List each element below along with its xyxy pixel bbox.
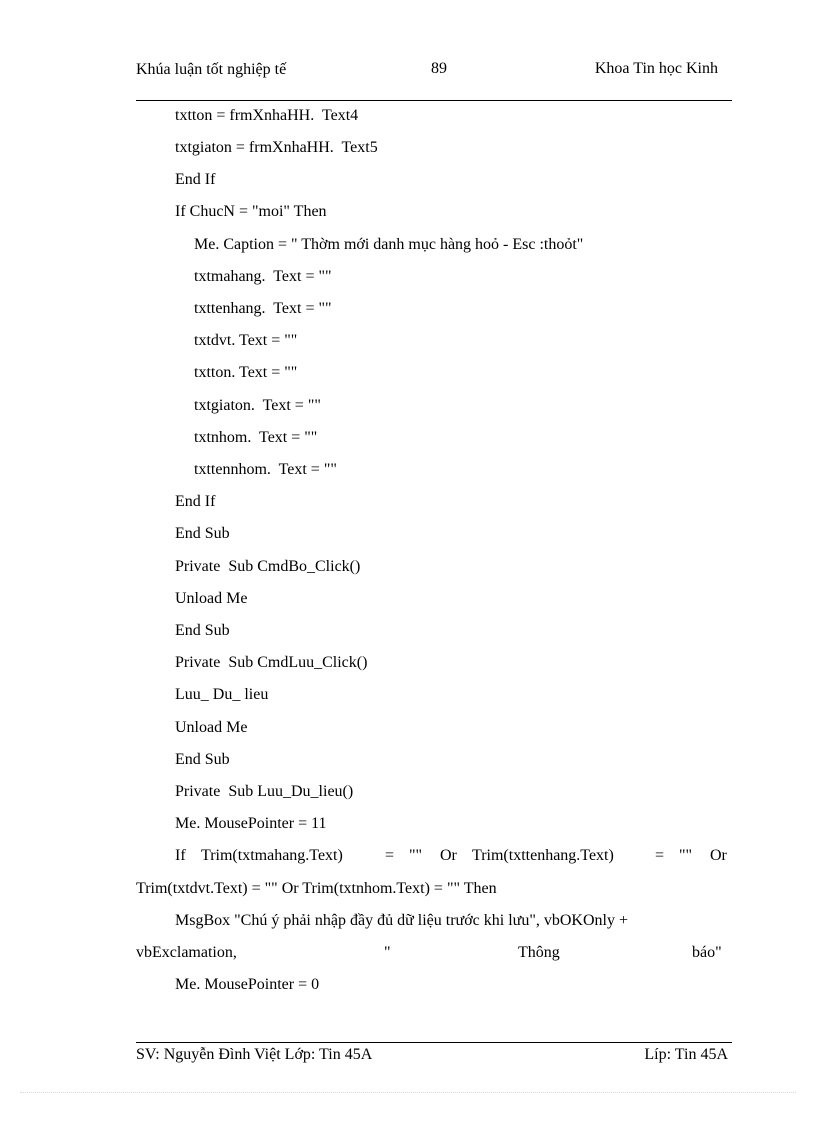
code-line: End Sub xyxy=(175,622,230,639)
code-line: txtgiaton = frmXnhaHH. Text5 xyxy=(175,139,378,156)
code-word: "" xyxy=(409,847,423,864)
code-line: txttennhom. Text = "" xyxy=(194,461,337,478)
page-number: 89 xyxy=(431,60,447,77)
code-line: Trim(txtdvt.Text) = "" Or Trim(txtnhom.Text) = "" Then xyxy=(136,880,497,897)
code-word: Trim(txtmahang.Text) xyxy=(201,847,343,864)
header-left-text: Khúa luận tốt nghiệp tế xyxy=(136,61,287,78)
code-word: " xyxy=(384,944,391,961)
code-line: txtgiaton. Text = "" xyxy=(194,397,321,414)
code-line: If ChucN = "moi" Then xyxy=(175,203,327,220)
code-word: Or xyxy=(710,847,727,864)
header-right-text: Khoa Tin học Kinh xyxy=(594,60,718,77)
code-line: End If xyxy=(175,493,216,510)
code-word: If xyxy=(175,847,186,864)
code-line: Private Sub Luu_Du_lieu() xyxy=(175,783,354,800)
code-line: Me. Caption = " Thờm mới danh mục hàng hoỏ - Esc :thoỏt" xyxy=(194,236,584,253)
code-word: vbExclamation, xyxy=(136,944,237,961)
code-line: txttenhang. Text = "" xyxy=(194,300,332,317)
code-line: End Sub xyxy=(175,525,230,542)
code-line: txtnhom. Text = "" xyxy=(194,429,318,446)
code-line: Unload Me xyxy=(175,590,248,607)
code-word: Thông xyxy=(518,944,560,961)
code-line: Private Sub CmdBo_Click() xyxy=(175,558,361,575)
code-line: Unload Me xyxy=(175,719,248,736)
code-word: Or xyxy=(440,847,457,864)
code-line: End If xyxy=(175,171,216,188)
code-word: Trim(txttenhang.Text) xyxy=(472,847,614,864)
code-line: txtmahang. Text = "" xyxy=(194,268,332,285)
code-line: Private Sub CmdLuu_Click() xyxy=(175,654,368,671)
code-line: Me. MousePointer = 0 xyxy=(175,976,320,993)
code-line: Luu_ Du_ lieu xyxy=(175,686,269,703)
header-rule xyxy=(136,100,732,101)
code-word: = xyxy=(655,847,665,864)
code-line: End Sub xyxy=(175,751,230,768)
code-line: txtdvt. Text = "" xyxy=(194,332,298,349)
code-line: txtton. Text = "" xyxy=(194,364,298,381)
code-word: = xyxy=(385,847,395,864)
page-header xyxy=(136,60,732,102)
footer-right-text: Líp: Tin 45A xyxy=(644,1046,728,1063)
code-word: báo" xyxy=(692,944,722,961)
code-line: MsgBox "Chú ý phải nhập đầy đủ dữ liệu trước khi lưu", vbOKOnly + xyxy=(175,912,628,929)
code-word: "" xyxy=(679,847,693,864)
footer-left-text: SV: Nguyễn Đình Việt Lớp: Tin 45A xyxy=(136,1046,373,1063)
code-line: Me. MousePointer = 11 xyxy=(175,815,327,832)
code-line: txtton = frmXnhaHH. Text4 xyxy=(175,107,359,124)
scan-edge-divider xyxy=(20,1092,796,1093)
footer-rule xyxy=(136,1042,732,1043)
